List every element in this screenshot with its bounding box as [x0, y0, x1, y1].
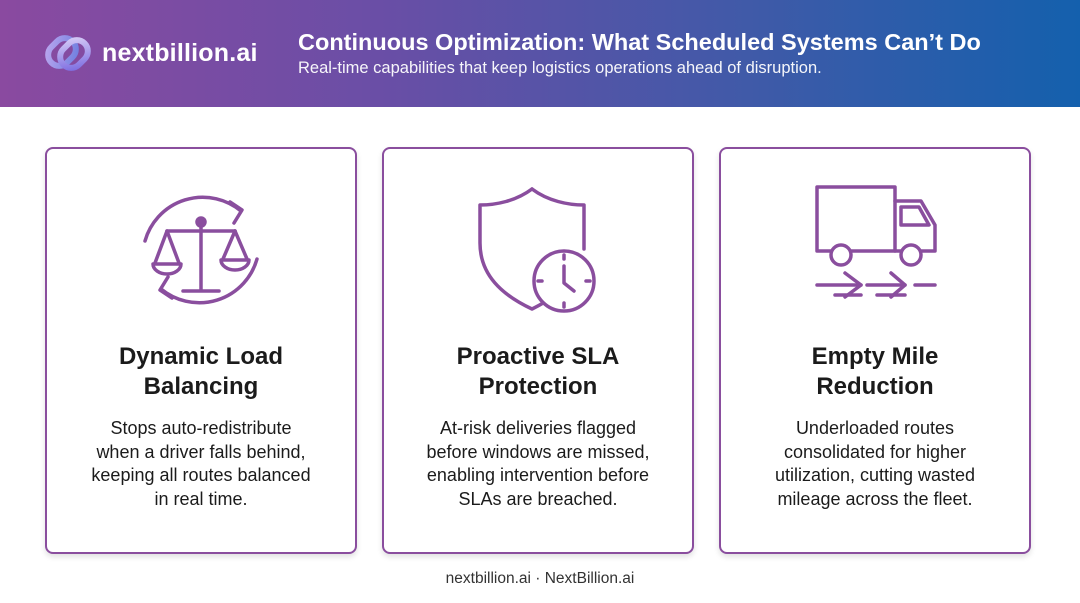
card-title: Empty Mile Reduction: [811, 343, 939, 400]
brand-logo[interactable]: [44, 29, 258, 77]
card-description: Underloaded routes consolidated for higher utilization, cutting wasted mileage across the fleet.: [774, 418, 976, 509]
brand-name: nextbillion.ai: [102, 38, 258, 67]
header-text: [298, 28, 981, 78]
nextbillion-logo-icon: [44, 29, 92, 77]
footer-credit: nextbillion.ai · NextBillion.ai: [445, 570, 635, 587]
card-title: Dynamic Load Balancing: [118, 343, 284, 400]
page-title: Continuous Optimization: What Scheduled Systems Can’t Do: [298, 29, 981, 55]
card-proactive-sla-protection: [382, 147, 694, 554]
page-subtitle: Real-time capabilities that keep logistics operations ahead of disruption.: [298, 59, 822, 77]
card-dynamic-load-balancing: [45, 147, 357, 554]
balance-scale-cycle-icon: [131, 179, 271, 319]
card-description: At-risk deliveries flagged before windows are missed, enabling intervention before SLAs are breached.: [426, 418, 650, 509]
card-title: Proactive SLA Protection: [456, 343, 620, 400]
header-banner: [0, 0, 1080, 107]
card-description: Stops auto-redistribute when a driver falls behind, keeping all routes balanced in real time.: [91, 418, 311, 509]
shield-clock-icon: [468, 179, 608, 319]
card-empty-mile-reduction: [719, 147, 1031, 554]
truck-arrows-icon: [805, 179, 945, 319]
